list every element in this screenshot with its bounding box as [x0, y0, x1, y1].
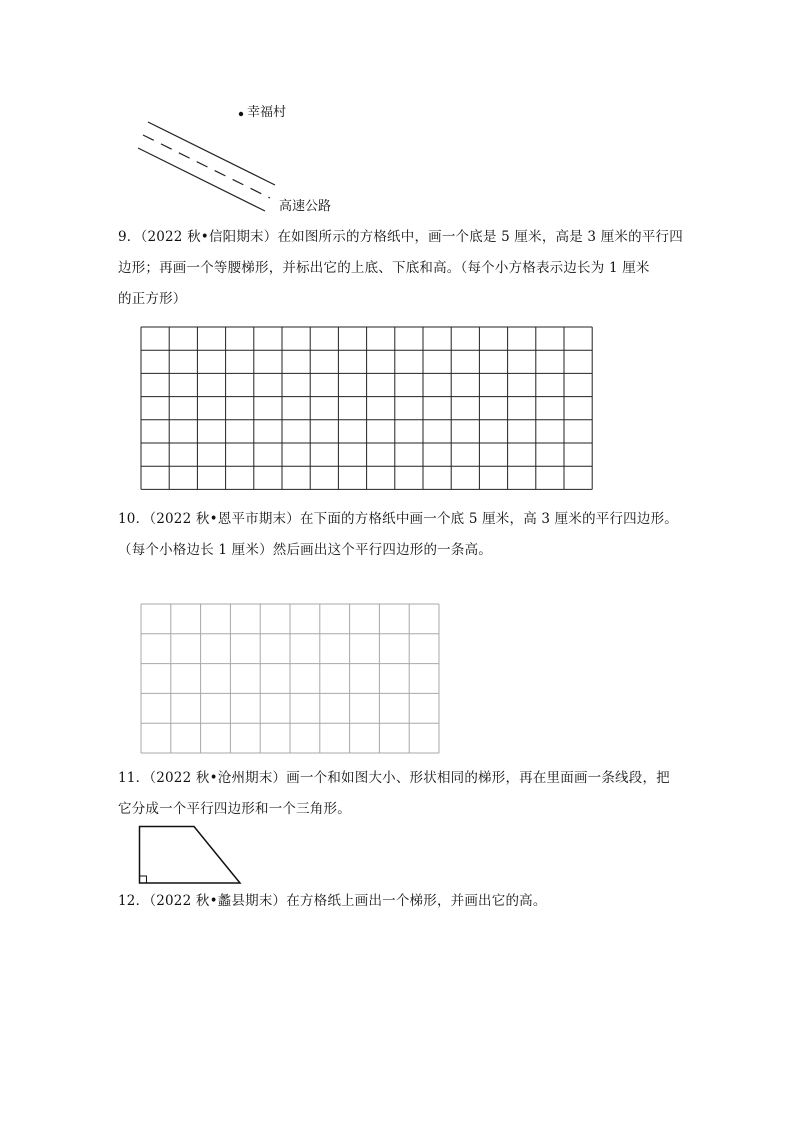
- q9-grid-paper: [140, 326, 592, 490]
- right-angle-mark: [140, 876, 147, 883]
- road-edge-top: [148, 122, 275, 185]
- village-point: [239, 112, 243, 116]
- question-10: [118, 504, 678, 566]
- q9-line-3: 的正方形）: [118, 291, 187, 307]
- q9-line-2: 边形；再画一个等腰梯形，并标出它的上底、下底和高。（每个小方格表示边长为 1 厘米: [118, 260, 650, 276]
- q10-grid-paper: [140, 603, 440, 753]
- road-edge-bottom: [138, 148, 265, 211]
- question-11: [118, 763, 670, 825]
- q11-line-2: 它分成一个平行四边形和一个三角形。: [118, 801, 351, 817]
- village-label: 幸福村: [247, 105, 287, 120]
- q11-trapezoid-figure: [138, 825, 248, 887]
- question-9: [118, 222, 683, 315]
- q12-line-1: 12．（2022 秋•蠡县期末）在方格纸上画出一个梯形，并画出它的高。: [118, 893, 547, 909]
- q9-line-1: 9．（2022 秋•信阳期末）在如图所示的方格纸中，画一个底是 5 厘米，高是 3 厘米的平行四: [118, 229, 683, 245]
- q11-line-1: 11．（2022 秋•沧州期末）画一个和如图大小、形状相同的梯形，再在里面画一条线段，把: [118, 770, 670, 786]
- question-12: [118, 886, 547, 917]
- q10-line-1: 10．（2022 秋•恩平市期末）在下面的方格纸中画一个底 5 厘米，高 3 厘米的平行四边形。: [118, 511, 678, 527]
- q8-figure: [130, 95, 350, 220]
- road-label: 高速公路: [279, 199, 332, 214]
- q10-line-2: （每个小格边长 1 厘米）然后画出这个平行四边形的一条高。: [118, 542, 492, 558]
- trapezoid: [140, 827, 241, 884]
- road-center-dashed: [143, 135, 270, 198]
